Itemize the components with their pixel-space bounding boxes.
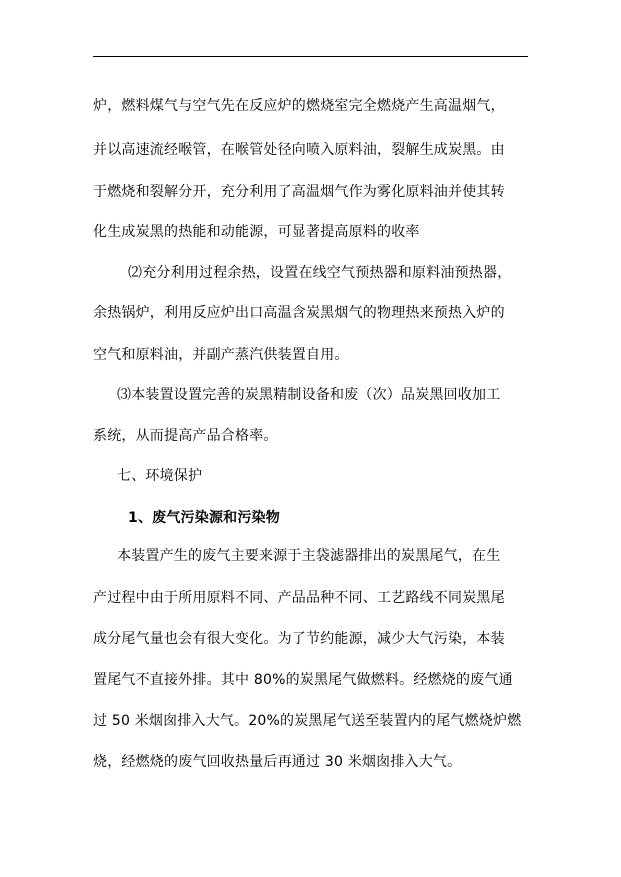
paragraph-line: 空气和原料油，并副产蒸汽供装置自用。 [93,347,349,363]
paragraph-line: 产过程中由于所用原料不同、产品品种不同、工艺路线不同炭黑尾 [93,590,505,606]
list-item-3: ⑶本装置设置完善的炭黑精制设备和废（次）品炭黑回收加工 [117,387,501,403]
paragraph-line: 烧，经燃烧的废气回收热量后再通过 30 米烟囱排入大气。 [93,754,462,770]
paragraph-line: 炉，燃料煤气与空气先在反应炉的燃烧室完全燃烧产生高温烟气， [93,98,505,114]
paragraph-line: 系统，从而提高产品合格率。 [93,428,278,444]
paragraph-line: 化生成炭黑的热能和动能源，可显著提高原料的收率 [93,224,420,240]
subsection-heading: 1、废气污染源和污染物 [128,510,280,526]
paragraph-line: 本装置产生的废气主要来源于主袋滤器排出的炭黑尾气，在生 [117,548,501,564]
paragraph-line: 并以高速流经喉管，在喉管处径向喷入原料油，裂解生成炭黑。由 [93,142,505,158]
paragraph-line: 于燃烧和裂解分开，充分利用了高温烟气作为雾化原料油并使其转 [93,184,505,200]
paragraph-line: 余热锅炉，利用反应炉出口高温含炭黑烟气的物理热来预热入炉的 [93,305,505,321]
list-item-2: ⑵充分利用过程余热，设置在线空气预热器和原料油预热器， [128,265,512,281]
section-heading: 七、环境保护 [117,468,203,484]
paragraph-line: 成分尾气量也会有很大变化。为了节约能源，减少大气污染，本装 [93,631,505,647]
paragraph-line: 置尾气不直接外排。其中 80%的炭黑尾气做燃料。经燃烧的废气通 [93,672,513,688]
paragraph-line: 过 50 米烟囱排入大气。20%的炭黑尾气送至装置内的尾气燃烧炉燃 [93,713,522,729]
header-rule [93,56,528,57]
